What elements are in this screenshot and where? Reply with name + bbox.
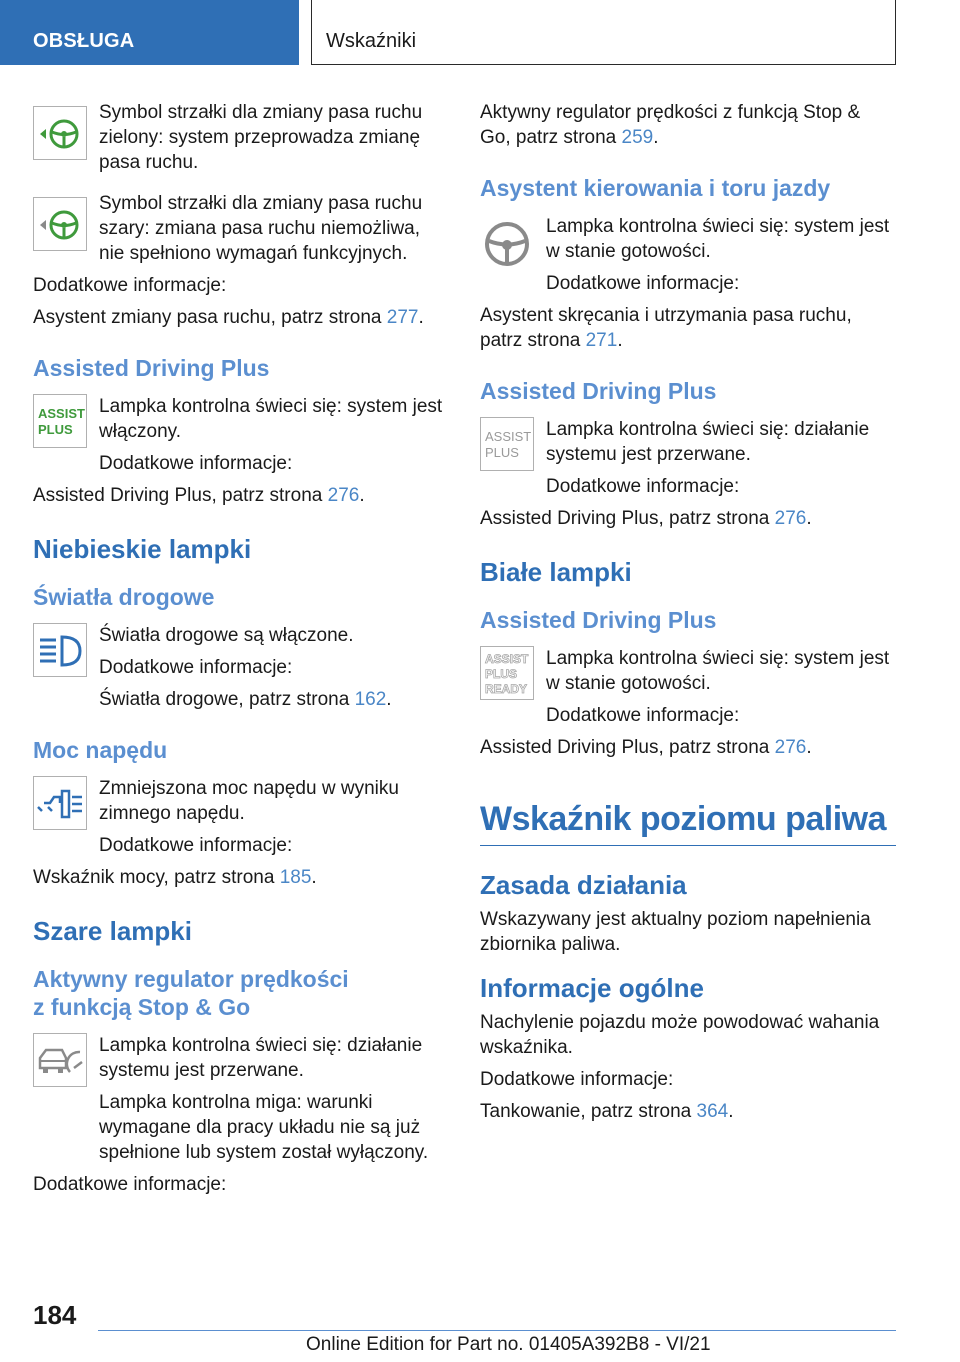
gray-lamps-heading: Szare lampki xyxy=(33,916,192,946)
acc-heading xyxy=(33,965,445,1021)
page-link-185[interactable]: 185 xyxy=(279,867,312,888)
drive-power-heading: Moc napędu xyxy=(33,737,168,763)
lane-change-green-text: Symbol strzałki dla zmiany pasa ruchu zielony: system przeprowadza zmianę pasa ruchu. xyxy=(99,102,423,173)
high-beam-text: Światła drogowe są włączone. xyxy=(99,625,354,646)
assisted-driving-plus-gray-heading: Assisted Driving Plus xyxy=(480,378,717,404)
steering-assistant-heading: Asystent kierowania i toru jazdy xyxy=(480,175,831,201)
page-link-276-c[interactable]: 276 xyxy=(774,737,807,758)
acc-blink-text: Lampka kontrolna miga: warunki wymagane dla pracy układu nie są już spełnione lub system został wyłączony. xyxy=(99,1092,429,1163)
general-info-text: Nachylenie pojazdu może powodować wahania wskaźnika. xyxy=(480,1012,880,1058)
steering-entry xyxy=(480,214,896,296)
svg-text:ASSIST: ASSIST xyxy=(485,652,529,666)
high-beam-reference: Światła drogowe, patrz strona 162. xyxy=(99,689,392,710)
left-column xyxy=(33,100,445,1204)
drive-power-more: Dodatkowe informacje: xyxy=(99,835,293,856)
adp-ready-reference: Assisted Driving Plus, patrz strona 276. xyxy=(480,737,812,758)
white-lamps-heading: Białe lampki xyxy=(480,557,632,587)
lane-change-gray-icon xyxy=(33,197,87,251)
lane-change-gray-text: Symbol strzałki dla zmiany pasa ruchu szary: zmiana pasa ruchu niemożliwa, nie spełniono wymagań funkcyjnych. xyxy=(99,193,423,264)
steering-more: Dodatkowe informacje: xyxy=(546,273,740,294)
high-beam-entry xyxy=(33,623,445,712)
assist-plus-green-text: Lampka kontrolna świeci się: system jest włączony. xyxy=(99,396,443,442)
drive-power-icon xyxy=(33,776,87,830)
blue-lamps-heading: Niebieskie lampki xyxy=(33,534,252,564)
page-header-title: Wskaźniki xyxy=(311,0,896,65)
assist-plus-gray-icon xyxy=(480,417,534,471)
lane-change-green-entry xyxy=(33,100,445,175)
assist-plus-ready-icon xyxy=(480,646,534,700)
assisted-driving-plus-white-heading: Assisted Driving Plus xyxy=(480,607,717,633)
page-link-162[interactable]: 162 xyxy=(354,689,387,710)
footer-divider xyxy=(98,1330,896,1331)
assist-plus-ready-entry xyxy=(480,646,896,728)
lane-reference: Asystent zmiany pasa ruchu, patrz strona 277. xyxy=(33,307,424,328)
svg-text:ASSIST: ASSIST xyxy=(485,429,532,444)
svg-text:PLUS: PLUS xyxy=(485,667,518,681)
page-link-276[interactable]: 276 xyxy=(327,485,360,506)
high-beam-more: Dodatkowe informacje: xyxy=(99,657,293,678)
assist-plus-gray-text: Lampka kontrolna świeci się: działanie systemu jest przerwane. xyxy=(546,419,870,465)
svg-text:READY: READY xyxy=(485,682,528,696)
high-beam-icon xyxy=(33,623,87,677)
assisted-driving-plus-heading: Assisted Driving Plus xyxy=(33,355,270,381)
drive-power-text: Zmniejszona moc napędu w wyniku zimnego napędu. xyxy=(99,778,399,824)
lane-change-gray-entry xyxy=(33,191,445,266)
high-beam-heading: Światła drogowe xyxy=(33,584,215,610)
adp-gray-reference: Assisted Driving Plus, patrz strona 276. xyxy=(480,508,812,529)
acc-gray-icon xyxy=(33,1033,87,1087)
acc-reference: Aktywny regulator prędkości z funkcją Stop & Go, patrz strona 259. xyxy=(480,102,861,148)
page-link-271[interactable]: 271 xyxy=(585,330,618,351)
fuel-gauge-title: Wskaźnik poziomu paliwa xyxy=(480,800,896,846)
steering-wheel-gray-icon xyxy=(480,214,534,268)
general-info-heading: Informacje ogólne xyxy=(480,973,704,1003)
general-info-more: Dodatkowe informacje: xyxy=(480,1069,674,1090)
acc-heading-line-1: Aktywny regulator prędkości xyxy=(33,966,349,992)
section-tab[interactable]: OBSŁUGA xyxy=(0,0,299,65)
assist-plus-green-entry xyxy=(33,394,445,476)
lane-change-green-icon xyxy=(33,106,87,160)
page-link-277[interactable]: 277 xyxy=(386,307,419,328)
drive-power-entry xyxy=(33,776,445,858)
steering-text: Lampka kontrolna świeci się: system jest w stanie gotowości. xyxy=(546,216,890,262)
acc-text: Lampka kontrolna świeci się: działanie systemu jest przerwane. xyxy=(99,1035,423,1081)
assist-plus-green-more: Dodatkowe informacje: xyxy=(99,453,293,474)
steering-reference: Asystent skręcania i utrzymania pasa ruchu, patrz strona 271. xyxy=(480,305,852,351)
right-column xyxy=(480,100,896,1131)
footer-edition: Online Edition for Part no. 01405A392B8 - VI/21 xyxy=(306,1334,711,1355)
adp-reference: Assisted Driving Plus, patrz strona 276. xyxy=(33,485,365,506)
assist-plus-gray-more: Dodatkowe informacje: xyxy=(546,476,740,497)
svg-text:ASSIST: ASSIST xyxy=(38,406,85,421)
principle-heading: Zasada działania xyxy=(480,870,687,900)
refuel-reference: Tankowanie, patrz strona 364. xyxy=(480,1101,734,1122)
principle-text: Wskazywany jest aktualny poziom napełnienia zbiornika paliwa. xyxy=(480,909,871,955)
assist-plus-gray-entry xyxy=(480,417,896,499)
lane-more-info: Dodatkowe informacje: xyxy=(33,275,227,296)
page-number: 184 xyxy=(33,1300,77,1330)
power-reference: Wskaźnik mocy, patrz strona 185. xyxy=(33,867,317,888)
acc-entry xyxy=(33,1033,445,1165)
acc-more: Dodatkowe informacje: xyxy=(33,1174,227,1195)
page-link-276-b[interactable]: 276 xyxy=(774,508,807,529)
page-link-364[interactable]: 364 xyxy=(696,1101,729,1122)
svg-text:PLUS: PLUS xyxy=(485,445,519,460)
svg-text:PLUS: PLUS xyxy=(38,422,73,437)
page-link-259[interactable]: 259 xyxy=(621,127,654,148)
assist-plus-ready-text: Lampka kontrolna świeci się: system jest w stanie gotowości. xyxy=(546,648,890,694)
assist-plus-green-icon xyxy=(33,394,87,448)
assist-plus-ready-more: Dodatkowe informacje: xyxy=(546,705,740,726)
acc-heading-line-2: z funkcją Stop & Go xyxy=(33,994,251,1020)
